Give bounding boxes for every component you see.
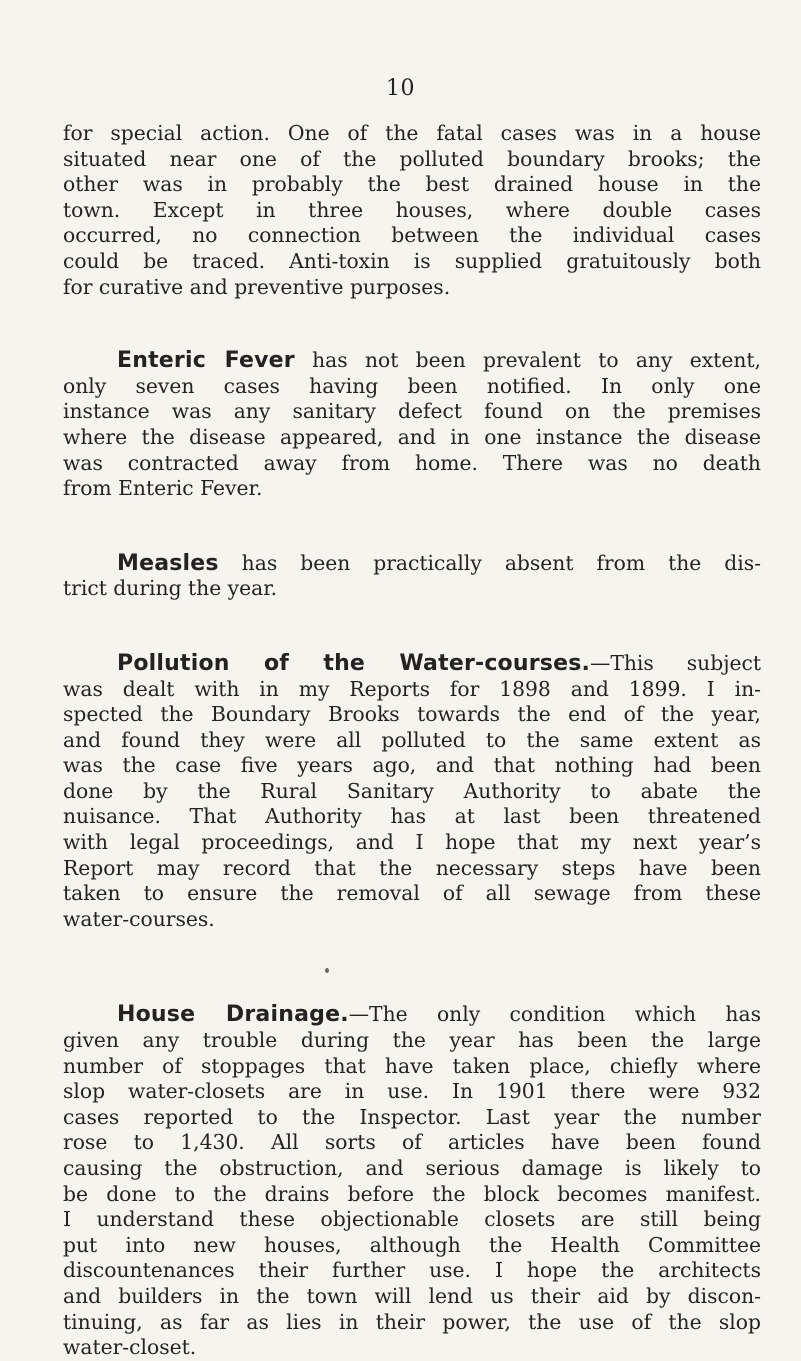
text-line: rose to 1,430. All sorts of articles have been found [63, 1130, 761, 1155]
text-line: situated near one of the polluted boundary brooks; the [63, 146, 761, 171]
text-line: instance was any sanitary defect found on the premises [63, 399, 761, 424]
text-line: only seven cases having been notified. In only one [63, 373, 761, 398]
text-line-first [63, 348, 761, 374]
text-line: was dealt with in my Reports for 1898 and 1899. I in- [63, 676, 761, 701]
text-line: for curative and preventive purposes. [63, 274, 451, 299]
text-line: was contracted away from home. There was no death [63, 450, 761, 475]
text-line: water-closet. [63, 1335, 197, 1360]
text-run: has not been prevalent to any extent, [294, 348, 761, 373]
text-line: slop water-closets are in use. In 1901 there were 932 [63, 1079, 761, 1104]
text-line: spected the Boundary Brooks towards the end of the year, [63, 702, 761, 727]
text-run: —This subject [590, 650, 761, 675]
text-line-first [63, 551, 761, 577]
paragraph-pollution-water-courses [63, 651, 761, 933]
text-run: has been practically absent from the dis- [218, 550, 761, 575]
paragraph-enteric-fever [63, 348, 761, 502]
text-line: with legal proceedings, and I hope that my next year’s [63, 830, 761, 855]
page-number: 10 [386, 76, 415, 101]
paragraph-diphtheria-continued [63, 121, 761, 300]
text-line: I understand these objectionable closets are still being [63, 1207, 761, 1232]
paragraph-measles [63, 551, 761, 602]
text-line: nuisance. That Authority has at last been threatened [63, 804, 761, 829]
text-line-first [63, 1002, 761, 1028]
text-line: done by the Rural Sanitary Authority to abate the [63, 778, 761, 803]
text-line: occurred, no connection between the individual cases [63, 223, 761, 248]
text-line: could be traced. Anti-toxin is supplied gratuitously both [63, 248, 761, 273]
text-line: from Enteric Fever. [63, 476, 263, 501]
text-line: trict during the year. [63, 576, 278, 601]
text-line: taken to ensure the removal of all sewage from these [63, 881, 761, 906]
text-line: given any trouble during the year has been the large [63, 1028, 761, 1053]
text-line: tinuing, as far as lies in their power, the use of the slop [63, 1309, 761, 1334]
text-line: and builders in the town will lend us their aid by discon- [63, 1283, 761, 1308]
report-body [63, 121, 761, 1361]
section-heading-measles: Measles [117, 550, 219, 576]
text-line: and found they were all polluted to the same extent as [63, 727, 761, 752]
text-line: discountenances their further use. I hope the architects [63, 1258, 761, 1283]
section-heading-pollution: Pollution of the Water-courses. [117, 650, 591, 676]
text-line-first [63, 651, 761, 677]
print-speck [325, 968, 329, 973]
text-line: causing the obstruction, and serious damage is likely to [63, 1156, 761, 1180]
text-line: other was in probably the best drained house in the [63, 172, 761, 197]
text-line: where the disease appeared, and in one instance the disease [63, 424, 761, 449]
text-line: town. Except in three houses, where double cases [63, 197, 761, 222]
section-heading-house-drainage: House Drainage. [117, 1002, 349, 1028]
text-line: was the case five years ago, and that nothing had been [63, 753, 761, 778]
section-heading-enteric-fever: Enteric Fever [117, 348, 295, 374]
text-line: Report may record that the necessary steps have been [63, 855, 761, 880]
text-line: put into new houses, although the Health Committee [63, 1232, 761, 1257]
text-line: be done to the drains before the block becomes manifest. [63, 1181, 761, 1206]
text-line: for special action. One of the fatal cases was in a house [63, 121, 761, 145]
text-line: water-courses. [63, 906, 215, 931]
text-run: —The only condition which has [348, 1002, 761, 1027]
text-line: number of stoppages that have taken place, chiefly where [63, 1053, 761, 1078]
text-line: cases reported to the Inspector. Last year the number [63, 1104, 761, 1129]
paragraph-house-drainage [63, 1002, 761, 1360]
